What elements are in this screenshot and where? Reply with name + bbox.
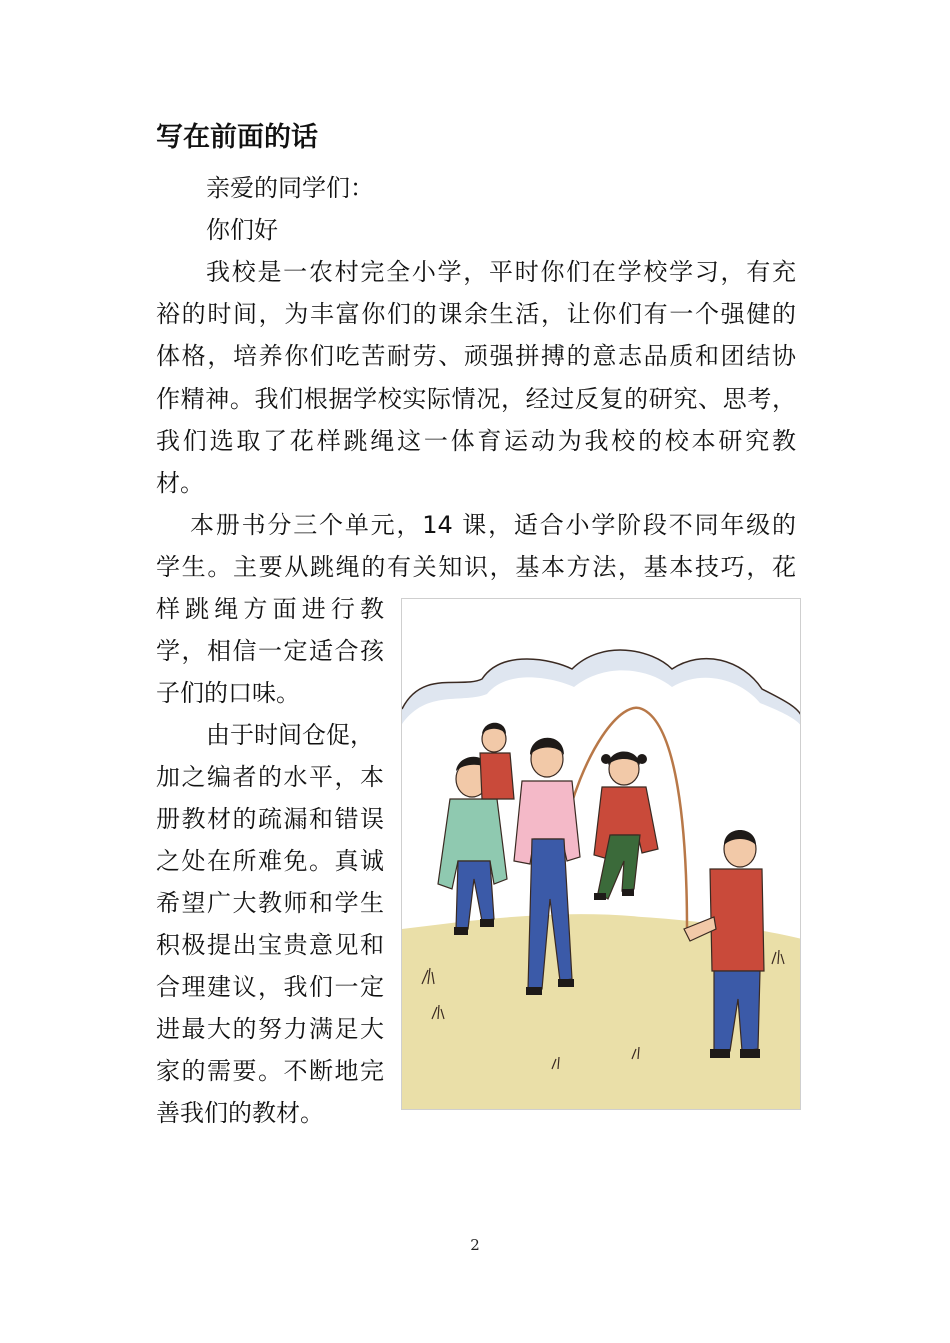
paragraph-line: 材。 <box>156 469 204 497</box>
page-heading: 写在前面的话 <box>156 122 318 153</box>
paragraph-line: 加之编者的水平，本 <box>156 763 384 791</box>
paragraph-line: 本册书分三个单元，14 课，适合小学阶段不同年级的 <box>190 511 796 539</box>
paragraph-line: 之处在所难免。真诚 <box>156 847 384 875</box>
paragraph-line: 合理建议，我们一定 <box>156 973 384 1001</box>
greeting-line: 你们好 <box>206 216 278 244</box>
paragraph-line: 积极提出宝贵意见和 <box>156 931 384 959</box>
paragraph-line: 作精神。我们根据学校实际情况，经过反复的研究、思考， <box>156 385 796 413</box>
paragraph-line: 善我们的教材。 <box>156 1099 324 1127</box>
paragraph-line: 希望广大教师和学生 <box>156 889 384 917</box>
greeting-line: 亲爱的同学们： <box>206 174 374 202</box>
jump-rope-illustration-svg <box>402 599 801 1110</box>
paragraph-line: 我们选取了花样跳绳这一体育运动为我校的校本研究教 <box>156 427 796 455</box>
paragraph-line: 家的需要。不断地完 <box>156 1057 384 1085</box>
page-number: 2 <box>470 1236 480 1254</box>
paragraph-line: 由于时间仓促， <box>206 721 374 749</box>
paragraph-line: 体格，培养你们吃苦耐劳、顽强拼搏的意志品质和团结协 <box>156 342 796 370</box>
paragraph-line: 我校是一农村完全小学，平时你们在学校学习，有充 <box>206 258 796 286</box>
paragraph-line: 学生。主要从跳绳的有关知识，基本方法，基本技巧，花 <box>156 553 796 581</box>
jump-rope-illustration <box>401 598 801 1110</box>
paragraph-line: 学，相信一定适合孩 <box>156 637 384 665</box>
paragraph-line: 进最大的努力满足大 <box>156 1015 384 1043</box>
paragraph-line: 样跳绳方面进行教 <box>156 595 384 623</box>
paragraph-line: 子们的口味。 <box>156 679 300 707</box>
paragraph-line: 册教材的疏漏和错误 <box>156 805 384 833</box>
paragraph-line: 裕的时间，为丰富你们的课余生活，让你们有一个强健的 <box>156 300 796 328</box>
